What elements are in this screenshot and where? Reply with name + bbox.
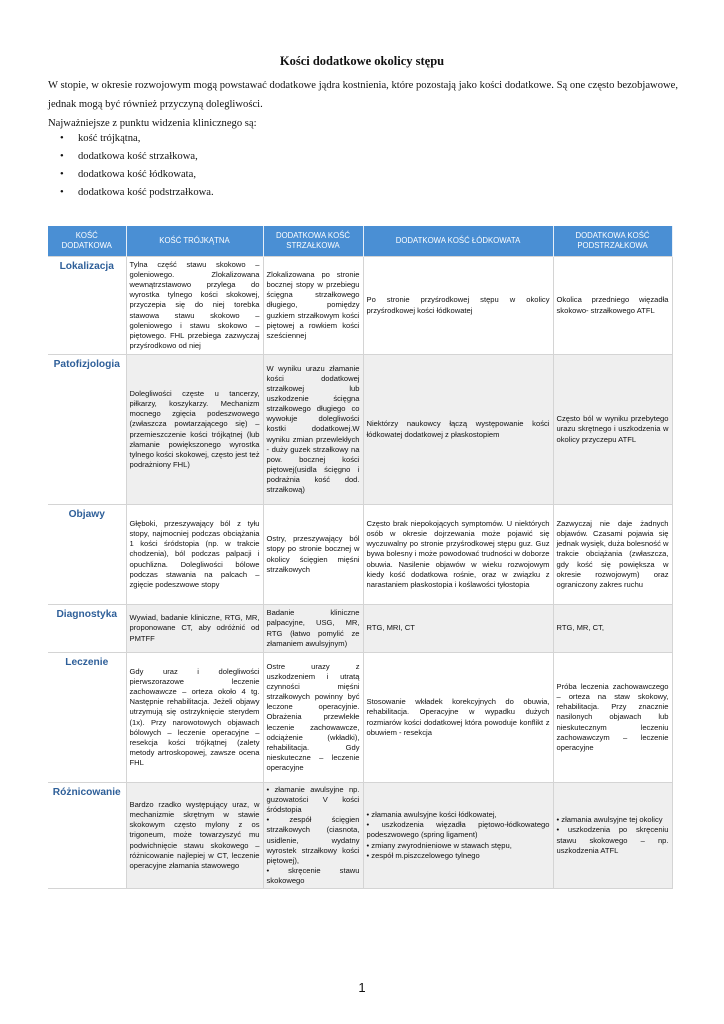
row-label: Leczenie [48,653,126,783]
list-item: • złamania awulsyjne kości łódkowatej, [366,810,497,820]
list-item: • dodatkowa kość podstrzałkowa. [60,184,214,202]
list-item: • dodatkowa kość łódkowata, [60,166,214,184]
table-row [48,505,672,605]
document-title: Kości dodatkowe okolicy stępu [279,54,445,68]
table-cell: W wyniku urazu złamanie kości dodatkowej strzałkowej lub uszkodzenie ścięgna strzałkowego długiego co wywołuje dolegliwości kostki dodatkowej.W wyniku zmian przewlekłych - duży guzek strzałkowy na pow. bocznej kości piętowej(usidla ścięgno i podrażnia kość dod. strzałkową) [263,355,363,505]
list-item: • zespół m.piszczelowego tylnego [366,850,480,860]
table-cell: Wywiad, badanie kliniczne, RTG, MR, proponowane CT, aby odróżnić od PMTFF [126,605,263,653]
table-row [48,355,672,505]
table-cell: Gdy uraz i dolegliwości pierwszorazowe leczenie zachowawcze – orteza około 4 tg. Następnie rehabilitacja. Jeżeli objawy utrzymują się ostrzyknięcie sterydem (1x). Przy narowotowych objawach bólowych – leczenie operacyjne – resekcja kości trójkątnej (zalety metody artroskopowej, zawsze ocena FHL [126,653,263,783]
intro-lead: Najważniejsze z punktu widzenia klinicznego są: [48,118,257,129]
bullet-icon: • [60,133,64,144]
list-item: • złamania awulsyjne tej okolicy [556,815,663,825]
table-row [48,605,672,653]
table-cell: Często ból w wyniku przebytego urazu skrętnego i uszkodzenia w okolicy przyczepu ATFL [553,355,672,505]
table-cell [553,783,672,889]
table-row [48,653,672,783]
table-cell: Stosowanie wkładek korekcyjnych do obuwia, rehabilitacja. Operacyjne w wypadku dużych rozmiarów kości dodatkowej która powoduje konflikt z obuwiem - resekcja [363,653,553,783]
bullet-icon: • [60,169,64,180]
list-item: • uszkodzenia po skręceniu stawu skokowego – np. uszkodzenia ATFL [556,825,669,855]
header-cell: DODATKOWA KOŚĆ PODSTRZAŁKOWA [553,226,672,257]
row-label: Objawy [48,505,126,605]
list-item: • uszkodzenia więzadła piętowo-łódkowatego podeszwowego (spring ligament) [366,820,550,840]
intro-paragraph: W stopie, w okresie rozwojowym mogą powstawać dodatkowe jądra kostnienia, które pozostają jako kości dodatkowe. Są one często bezobjawowe, jednak mogą być również przyczyną dolegliwości. [48,80,678,110]
row-label: Diagnostyka [48,605,126,653]
list-item: • kość trójkątna, [60,130,214,148]
comparison-table [48,226,673,889]
bullet-icon: • [60,187,64,198]
header-cell: KOŚĆ DODATKOWA [48,226,126,257]
table-row [48,783,672,889]
table-cell: Próba leczenia zachowawczego – orteza na staw skokowy, rehabilitacja. Przy znacznie nasilonych objawach lub nieskutecznym leczeniu zachowawczym – leczenie operacyjne [553,653,672,783]
list-item: • zmiany zwyrodnieniowe w stawach stępu, [366,840,512,850]
table-cell: Niektórzy naukowcy łączą występowanie kości łódkowatej dodatkowej z płaskostopiem [363,355,553,505]
table-cell: Ostre urazy z uszkodzeniem i utratą czynności mięśni strzałkowych powinny być leczone operacyjnie. Obrażenia przewlekłe leczenie zachowawcze, odciążenie (wkładki), rehabilitacja. Gdy nieskuteczne – leczenie operacyjne [263,653,363,783]
table-cell [363,783,553,889]
header-cell: DODATKOWA KOŚĆ ŁÓDKOWATA [363,226,553,257]
table-cell: Zazwyczaj nie daje żadnych objawów. Czasami pojawia się jednak wysięk, duża bolesność w trakcie obciążania (zwłaszcza, gdy kość się powiększa w okresie rozwojowym) oraz ograniczony zakres ruchu [553,505,672,605]
header-cell: KOŚĆ TRÓJKĄTNA [126,226,263,257]
page-number: 1 [358,980,366,995]
table-cell: Tylna część stawu skokowo – goleniowego. Zlokalizowana wewnątrzstawowo przylega do wyrostka tylnego kości skokowej, przyczepia się do niej torebka stawowa stawu skokowo – goleniowego i stawu skokowo – piętowego. FHL przebiega zazwyczaj przyśrodkowo od niej [126,257,263,355]
table-row [48,257,672,355]
list-item: • zespół ścięgien strzałkowych (ciasnota, usidlenie, wydatny wyrostek strzałkowy kości piętowej), [266,815,360,865]
table-cell: RTG, MRI, CT [363,605,553,653]
table-header-row [48,226,672,257]
table-cell: Okolica przedniego więzadła skokowo- strzałkowego ATFL [553,257,672,355]
intro-text [48,76,678,133]
table-cell: Po stronie przyśrodkowej stępu w okolicy przyśrodkowej kości łódkowatej [363,257,553,355]
header-cell: DODATKOWA KOŚĆ STRZAŁKOWA [263,226,363,257]
table-cell [263,783,363,889]
table-cell: Zlokalizowana po stronie bocznej stopy w przebiegu ścięgna strzałkowego długiego, pomiędzy guzkiem strzałkowym kości piętowej a rowkiem kości sześciennej [263,257,363,355]
table-cell: Bardzo rzadko występujący uraz, w mechanizmie skrętnym w stawie skokowym często mylony z os trigoneum, może towarzyszyć mu podwichnięcie stawu skokowego – różnicowanie najlepiej w CT, leczenie operacyjne złamania stawowego [126,783,263,889]
list-item: • dodatkowa kość strzałkowa, [60,148,214,166]
list-item: • złamanie awulsyjne np. guzowatości V kości śródstopia [266,785,360,815]
bullet-list [60,130,214,202]
bullet-icon: • [60,151,64,162]
table-cell: Dolegliwości częste u tancerzy, piłkarzy, koszykarzy. Mechanizm mocnego zgięcia podeszwowego (zwłaszcza powtarzającego się) – przemieszczenie kości trójkątnej (lub złamanie powiększonego wyrostka tylnego kości skokowej, często jest też podrażniony FHL) [126,355,263,505]
table-cell: Ostry, przeszywający ból stopy po stronie bocznej w okolicy ścięgien mięśni strzałkowych [263,505,363,605]
table-cell: Często brak niepokojących symptomów. U niektórych osób w okresie dojrzewania może pojawić się wyczuwalny po stronie przyśrodkowej stępu guz. Guz bywa bolesny i może powodować trudności w doborze obuwia. Nasilenie objawów w wieku rozwojowym kiedy kość dodatkowa rośnie, oraz w związku z narastaniem płaskostopia i koślawości tyłostopia [363,505,553,605]
table-cell: Głęboki, przeszywający ból z tyłu stopy, najmocniej podczas obciążania 1 kości śródstopia (np. w trakcie chodzenia), ból podczas palpacji i opuchlizna. Dolegliwości bólowe podczas stawania na palcach – zgięcie podeszwowe stopy [126,505,263,605]
row-label: Lokalizacja [48,257,126,355]
list-item: • skręcenie stawu skokowego [266,865,360,885]
row-label: Różnicowanie [48,783,126,889]
table-cell: Badanie kliniczne palpacyjne, USG, MR, RTG (łatwo pomylić ze złamaniem awulsyjnym) [263,605,363,653]
row-label: Patofizjologia [48,355,126,505]
table-cell: RTG, MR, CT, [553,605,672,653]
